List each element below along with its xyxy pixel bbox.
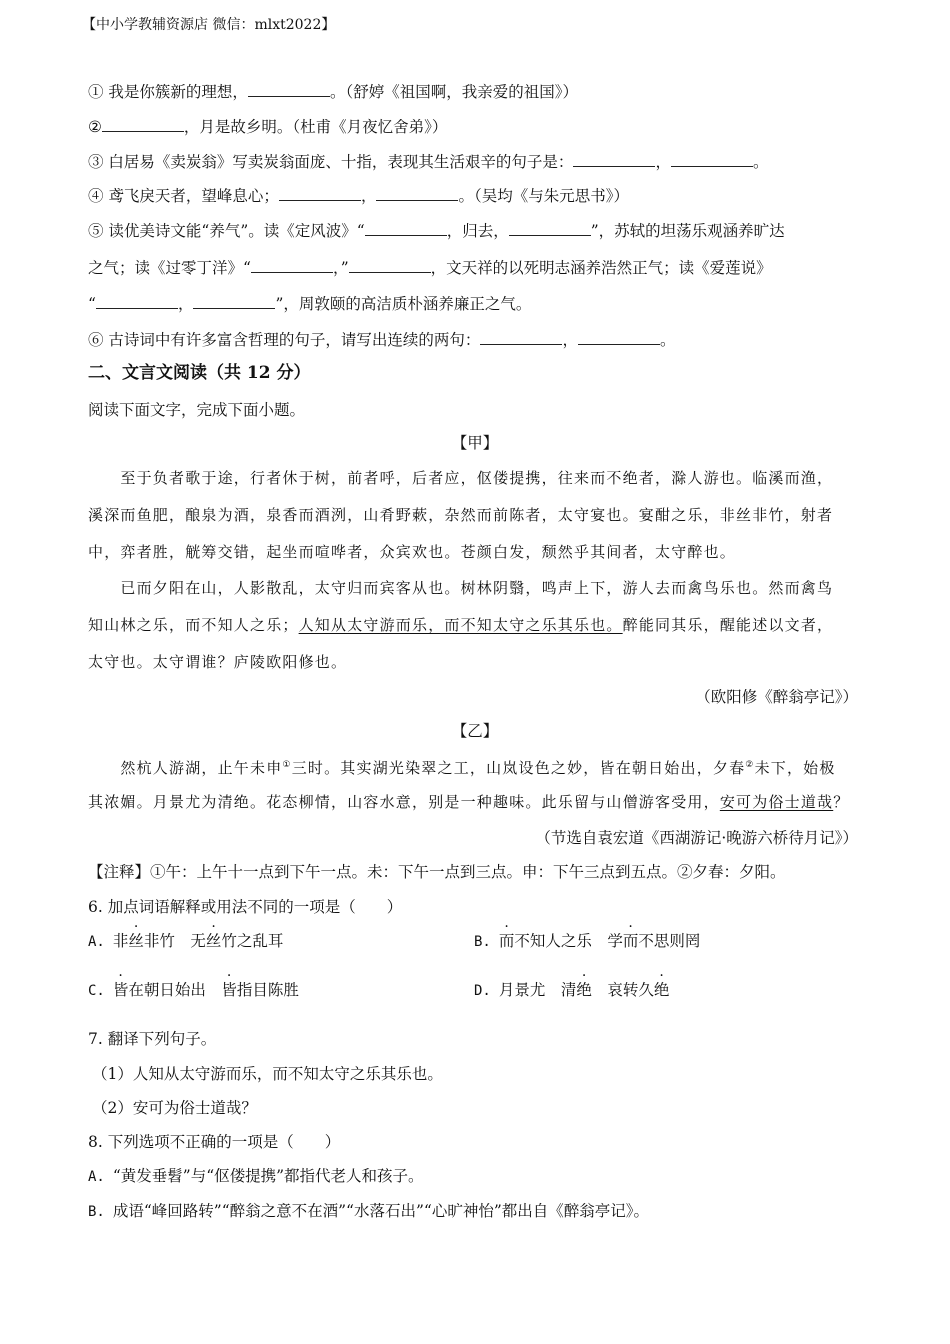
passage-jia-line: 太守也。太守谓谁？庐陵欧阳修也。 (88, 653, 348, 671)
passage-yi-line: 然杭人游湖，止午未申①三时。其实湖光染翠之工，山岚设色之妙，皆在朝日始出，夕春②未下，始极 (88, 759, 836, 777)
fill-in-q3: ③ 白居易《卖炭翁》写卖炭翁面庞、十指，表现其生活艰辛的句子是： ， 。 (88, 153, 769, 171)
answer-blank[interactable] (671, 152, 753, 167)
q6-option-a[interactable]: A. 非丝非竹 无丝竹之乱耳 (88, 932, 284, 950)
answer-blank[interactable] (279, 186, 361, 201)
passage-jia-line: 至于负者歌于途，行者休于树，前者呼，后者应，伛偻提携，往来而不绝者，滁人游也。临溪而渔， (88, 469, 834, 487)
answer-blank[interactable] (573, 152, 655, 167)
section-instruction: 阅读下面文字，完成下面小题。 (88, 401, 306, 419)
fill-in-q5-line3: “ ， ”，周敦颐的高洁质朴涵养廉正之气。 (88, 295, 532, 313)
watermark-header: 【中小学教辅资源店 微信：mlxt2022】 (82, 17, 336, 33)
question-8-stem: 8. 下列选项不正确的一项是（ ） (88, 1133, 341, 1151)
answer-blank[interactable] (480, 330, 562, 345)
question-7-sentence-1: （1）人知从太守游而乐，而不知太守之乐其乐也。 (92, 1065, 443, 1083)
answer-blank[interactable] (578, 330, 660, 345)
dotted-char: 皆 (112, 981, 129, 999)
q6-option-c[interactable]: C. 皆在朝日始出 皆指目陈胜 (88, 981, 299, 999)
fill-in-q5-line1: ⑤ 读优美诗文能“养气”。读《定风波》“ ，归去， ”，苏轼的坦荡乐观涵养旷达 (88, 222, 785, 240)
passage-yi-source: （节选自袁宏道《西湖游记·晚游六桥待月记》） (535, 829, 858, 847)
underlined-sentence: 人知从太守游而乐，而不知太守之乐其乐也。 (298, 616, 623, 634)
annotation-notes: 【注释】①午：上午十一点到下午一点。未：下午一点到三点。申：下午三点到五点。②夕春：夕阳。 (88, 863, 786, 881)
fill-in-q5-line2: 之气；读《过零丁洋》“ ，” ，文天祥的以死明志涵养浩然正气；读《爱莲说》 (88, 259, 772, 277)
answer-blank[interactable] (248, 82, 330, 97)
fill-in-q1: ① 我是你簇新的理想， 。（舒婷《祖国啊，我亲爱的祖国》） (88, 83, 578, 101)
question-7-sentence-2: （2）安可为俗士道哉？ (92, 1099, 257, 1117)
answer-blank[interactable] (96, 294, 178, 309)
answer-blank[interactable] (509, 221, 591, 236)
dotted-char: 而 (622, 932, 639, 950)
question-6-stem: 6. 加点词语解释或用法不同的一项是（ ） (88, 898, 403, 916)
q6-option-d[interactable]: D. 月景尤 清绝 哀转久绝 (474, 981, 670, 999)
question-7-stem: 7. 翻译下列句子。 (88, 1030, 217, 1048)
dotted-char: 绝 (653, 981, 670, 999)
fill-in-q2: ② ，月是故乡明。（杜甫《月夜忆舍弟》） (88, 118, 448, 136)
answer-blank[interactable] (365, 221, 447, 236)
passage-jia-line: 知山林之乐，而不知人之乐；人知从太守游而乐，而不知太守之乐其乐也。醉能同其乐，醒能述以文者， (88, 616, 834, 634)
passage-yi-label: 【乙】 (451, 722, 499, 740)
answer-blank[interactable] (102, 117, 184, 132)
dotted-char: 丝 (128, 932, 144, 950)
answer-blank[interactable] (251, 258, 333, 273)
dotted-char: 皆 (221, 981, 237, 999)
answer-blank[interactable] (349, 258, 431, 273)
dotted-char: 而 (498, 932, 515, 950)
q6-option-b[interactable]: B. 而不知人之乐 学而不思则罔 (474, 932, 701, 950)
q8-option-b[interactable]: B. 成语“峰回路转”“醉翁之意不在酒”“水落石出”“心旷神怡”都出自《醉翁亭记》。 (88, 1202, 650, 1220)
passage-jia-source: （欧阳修《醉翁亭记》） (695, 688, 858, 706)
passage-yi-line: 其浓媚。月景尤为清绝。花态柳情，山容水意，别是一种趣味。此乐留与山僧游客受用，安可为俗士道哉？ (88, 793, 850, 811)
fill-in-q6: ⑥ 古诗词中有许多富含哲理的句子，请写出连续的两句： ， 。 (88, 331, 676, 349)
underlined-sentence: 安可为俗士道哉 (719, 793, 834, 811)
passage-jia-line: 溪深而鱼肥，酿泉为酒，泉香而酒洌，山肴野蔌，杂然而前陈者，太守宴也。宴酣之乐，非丝非竹，射者 (88, 506, 834, 524)
dotted-char: 丝 (205, 932, 222, 950)
passage-jia-line: 已而夕阳在山，人影散乱，太守归而宾客从也。树林阴翳，鸣声上下，游人去而禽鸟乐也。然而禽鸟 (88, 579, 834, 597)
footnote-marker: ② (745, 760, 755, 770)
footnote-marker: ① (282, 760, 292, 770)
answer-blank[interactable] (193, 294, 275, 309)
passage-jia-label: 【甲】 (451, 434, 499, 452)
q8-option-a[interactable]: A. “黄发垂髫”与“伛偻提携”都指代老人和孩子。 (88, 1167, 424, 1185)
answer-blank[interactable] (376, 186, 458, 201)
fill-in-q4: ④ 鸢飞戾天者，望峰息心； ， 。（吴均《与朱元思书》） (88, 187, 629, 205)
dotted-char: 绝 (576, 981, 592, 999)
section-title: 二、文言文阅读（共 12 分） (88, 363, 311, 383)
passage-jia-line: 中，弈者胜，觥筹交错，起坐而喧哗者，众宾欢也。苍颜白发，颓然乎其间者，太守醉也。 (88, 543, 737, 561)
